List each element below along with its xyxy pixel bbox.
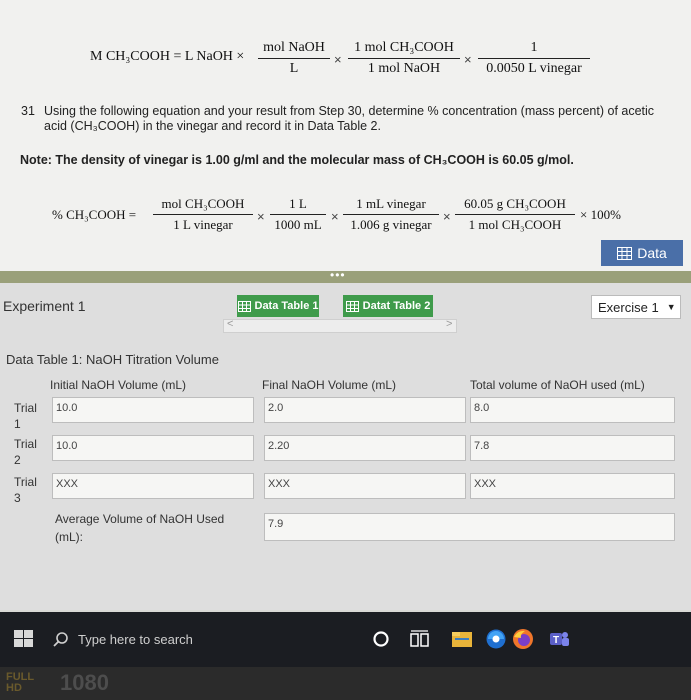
question-text-line-1: Using the following equation and your result from Step 30, determine % concentration (mass percent) of acetic [44,104,655,118]
tab-label: Datat Table 2 [362,300,431,312]
tab-scrollbar[interactable] [223,319,457,333]
eq1-f3-denominator: 0.0050 L vinegar [486,61,582,76]
column-header-final: Final NaOH Volume (mL) [262,378,397,392]
eq2-lhs: % CH₃COOH = [52,207,137,222]
data-button-label: Data [637,245,667,261]
table-icon [617,247,632,260]
chevron-down-icon: ▼ [666,302,676,312]
teams-icon[interactable] [548,628,570,650]
experiment-title: Experiment 1 [3,298,86,314]
tab-data-table-1[interactable] [237,295,319,317]
drag-handle-icon[interactable]: ••• [330,268,346,282]
taskbar-search[interactable] [53,624,352,654]
eq1-f2-numerator: 1 mol CH₃COOH [348,40,460,59]
firefox-icon[interactable] [512,628,534,650]
full-hd-badge: FULL HD [6,671,34,694]
eq2-fraction-2 [270,196,326,233]
eq2-fraction-1 [153,196,253,233]
question-number: 31 [21,104,35,118]
times-sign: × [443,209,451,224]
trial-1-final-input[interactable]: 2.0 [264,397,466,423]
eq2-f2-numerator: 1 L [270,196,326,215]
eq2-fraction-3 [343,196,439,233]
trial-2-initial-input[interactable]: 10.0 [52,435,254,461]
search-placeholder: Type here to search [78,631,193,647]
file-explorer-icon[interactable] [451,628,473,650]
average-volume-input[interactable]: 7.9 [264,513,675,541]
cortana-icon[interactable] [370,628,392,650]
times-sign: × [257,209,265,224]
eq2-f4-denominator: 1 mol CH₃COOH [468,217,562,232]
eq2-f3-denominator: 1.006 g vinegar [350,217,432,232]
average-volume-label: Average Volume of NaOH Used (mL): [55,512,225,544]
trial-2-final-input[interactable]: 2.20 [264,435,466,461]
table-icon [346,301,359,312]
eq2-f2-denominator: 1000 mL [274,217,322,232]
tab-data-table-2[interactable] [343,295,433,317]
search-icon [53,631,69,647]
trial-3-final-input[interactable]: XXX [264,473,466,499]
eq1-f3-numerator: 1 [478,40,590,59]
eq2-f3-numerator: 1 mL vinegar [343,196,439,215]
eq1-fraction-3 [478,40,590,77]
eq2-f1-denominator: 1 L vinegar [173,217,233,232]
times-sign: × [464,52,472,67]
eq1-f2-denominator: 1 mol NaOH [367,61,441,76]
tab-label: Data Table 1 [254,300,319,312]
eq2-f4-numerator: 60.05 g CH₃COOH [455,196,575,215]
times-sign: × [334,52,342,67]
trial-label: Trial 1 [14,401,37,431]
trial-1-total-input[interactable]: 8.0 [470,397,675,423]
eq1-f1-denominator: L [289,61,299,76]
chevron-left-icon[interactable]: < [227,318,234,330]
column-header-total: Total volume of NaOH used (mL) [470,378,645,392]
eq1-lhs: M CH₃COOH = L NaOH × [90,49,245,64]
column-header-initial: Initial NaOH Volume (mL) [50,378,187,392]
trial-2-total-input[interactable]: 7.8 [470,435,675,461]
trial-label: Trial 3 [14,475,37,505]
density-note: Note: The density of vinegar is 1.00 g/ml and the molecular mass of CH₃COOH is 60.05 g/mol. [20,153,574,167]
table-icon [238,301,251,312]
eq2-fraction-4 [455,196,575,233]
eq1-f1-numerator: mol NaOH [258,40,330,59]
trial-3-initial-input[interactable]: XXX [52,473,254,499]
eq2-f1-numerator: mol CH₃COOH [153,196,253,215]
eq1-fraction-2 [348,40,460,77]
chevron-right-icon[interactable]: > [446,318,453,330]
windows-start-icon[interactable] [14,630,34,648]
trial-1-initial-input[interactable]: 10.0 [52,397,254,423]
trial-label: Trial 2 [14,437,37,467]
trial-3-total-input[interactable]: XXX [470,473,675,499]
resolution-label: 1080 [60,670,109,695]
exercise-select[interactable] [591,295,681,319]
eq1-fraction-1 [258,40,330,77]
times-sign: × [331,209,339,224]
eq2-tail: × 100% [580,207,621,222]
task-view-icon[interactable] [409,628,431,650]
browser-icon[interactable] [485,628,507,650]
question-text-line-2: acid (CH₃COOH) in the vinegar and record it in Data Table 2. [44,119,381,133]
exercise-select-value: Exercise 1 [598,299,659,315]
data-table-title: Data Table 1: NaOH Titration Volume [6,352,219,367]
svg-text:T: T [553,635,560,646]
data-button[interactable] [601,240,683,266]
